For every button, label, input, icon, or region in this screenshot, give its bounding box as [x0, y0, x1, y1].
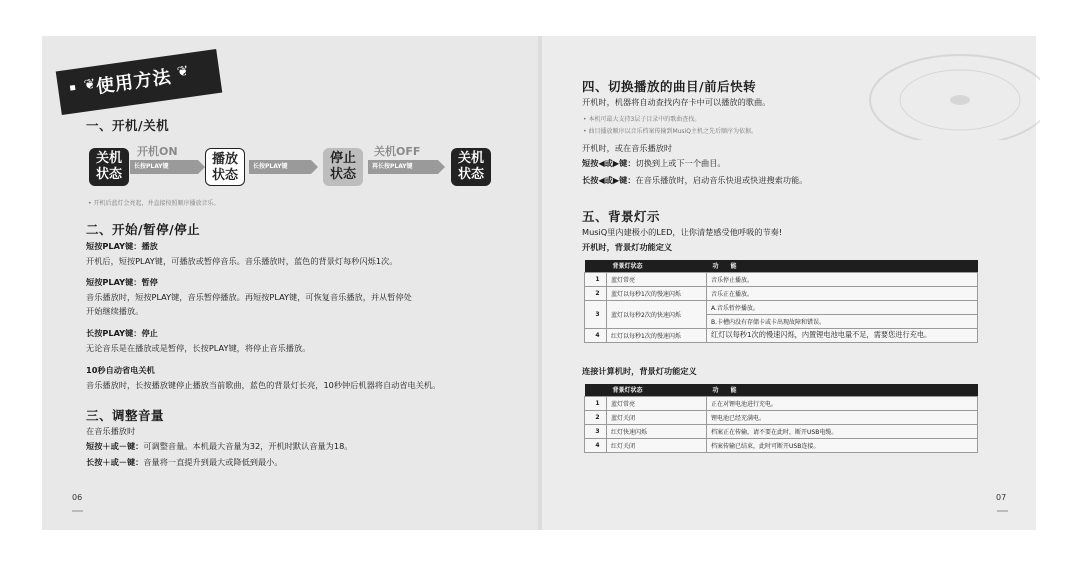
page-number-left: 06: [72, 493, 83, 502]
volume-text-1: 在音乐播放时: [86, 426, 136, 436]
page-rule-right: [997, 510, 1008, 512]
table-row: B.卡槽内没有存储卡或卡出现故障和错误。: [585, 314, 978, 328]
section-1-note: • 开机后蓝灯会亮起，并直接按照顺序播放音乐。: [88, 200, 220, 207]
state-off-end: 关机 状态: [451, 148, 491, 186]
pause-head: 短按PLAY键：暂停: [86, 277, 158, 287]
led-table-computer: 背景灯状态 功 能 1 蓝灯常亮 正在对锂电池进行充电。 2 蓝灯关闭 锂电池已经充满电。 3 红灯快速闪烁 档案正在传输，请不要在此时，断开USB电缆。 4 红灯关闭 档案传输已结束，此时可断开USB连接。: [584, 384, 978, 453]
arrow-long-press-3: 再长按PLAY键: [368, 160, 438, 174]
table-row: 4 红灯关闭 档案传输已结束，此时可断开USB连接。: [585, 438, 978, 452]
state-off: 关机 状态: [89, 148, 129, 186]
track-text-2: 开机时，或在音乐播放时: [582, 143, 673, 153]
track-note-2: • 曲目播放顺序以音乐档案传输到MusiQ主机之先后顺序为依据。: [583, 128, 757, 135]
laurel-left-icon: ❦: [82, 76, 97, 94]
play-head: 短按PLAY键：播放: [86, 241, 158, 251]
record-watermark-icon: [840, 40, 1040, 140]
table-row: 4 红灯以每秒1次的慢速闪烁 红灯以每秒1次的慢速闪烁，内置锂电池电量不足，需要您进行充电。: [585, 328, 978, 342]
banner-title: 使用方法: [94, 66, 174, 98]
page-number-right: 07: [996, 493, 1007, 502]
bullet-icon: [70, 85, 76, 91]
table-1-title: 开机时，背景灯功能定义: [582, 242, 673, 252]
arrow-long-press-1: 长按PLAY键: [130, 160, 198, 174]
section-3-title: 三、调整音量: [86, 408, 165, 423]
auto-off-head: 10秒自动省电关机: [86, 365, 155, 375]
play-text: 开机后，短按PLAY键，可播放或暂停音乐。音乐播放时，蓝色的背景灯每秒闪烁1次。: [86, 256, 398, 266]
led-intro: MusiQ里内建极小的LED，让你清楚感受他呼吸的节奏!: [582, 227, 783, 237]
arrow-long-press-2: 长按PLAY键: [249, 160, 311, 174]
stop-head: 长按PLAY键：停止: [86, 328, 158, 338]
pause-text-1: 音乐播放时，短按PLAY键，音乐暂停播放。再短按PLAY键，可恢复音乐播放，并从暂停处: [86, 292, 412, 302]
table-row: 2 蓝灯以每秒1次的慢速闪烁 音乐正在播放。: [585, 286, 978, 300]
track-text-4: 长按◀或▶键：在音乐播放时，启动音乐快退或快进搜索功能。: [582, 175, 808, 185]
track-text-1: 开机时，机器将自动查找内存卡中可以播放的歌曲。: [582, 97, 771, 107]
table-row: 3 蓝灯以每秒2次的快速闪烁 A.音乐暂停播放。: [585, 300, 978, 314]
led-table-power-on: 背景灯状态 功 能 1 蓝灯常亮 音乐停止播放。 2 蓝灯以每秒1次的慢速闪烁 音乐正在播放。 3 蓝灯以每秒2次的快速闪烁 A.音乐暂停播放。 B.卡槽内没有存储卡或卡出现故障和错误。 4 红灯以每秒1次的慢速闪烁 红灯以每秒1次的慢速闪烁，内置锂电池电量不足，需要您进行充电。: [584, 260, 978, 343]
table-row: 2 蓝灯关闭 锂电池已经充满电。: [585, 410, 978, 424]
state-stop: 停止 状态: [323, 148, 363, 186]
table-row: 3 红灯快速闪烁 档案正在传输，请不要在此时，断开USB电缆。: [585, 424, 978, 438]
page-rule-left: [72, 510, 83, 512]
auto-off-text: 音乐播放时，长按播放键停止播放当前歌曲，蓝色的背景灯长亮，10秒钟后机器将自动省电关机。: [86, 380, 441, 390]
volume-text-3: 长按＋或－键：音量将一直提升到最大或降低到最小。: [86, 457, 283, 467]
section-1-title: 一、开机/关机: [86, 118, 170, 133]
track-text-3: 短按◀或▶键：切换到上或下一个曲目。: [582, 158, 726, 168]
page-fold: [538, 36, 542, 530]
table-2-title: 连接计算机时，背景灯功能定义: [582, 366, 697, 376]
section-5-title: 五、背景灯示: [582, 209, 661, 224]
track-note-1: • 本机可最大支持3层子目录中的歌曲查找。: [583, 116, 701, 123]
volume-text-2: 短按＋或－键：可调整音量。本机最大音量为32，开机时默认音量为18。: [86, 441, 353, 451]
stop-text: 无论音乐是在播放或是暂停，长按PLAY键，将停止音乐播放。: [86, 343, 311, 353]
label-power-on: 开机ON: [137, 145, 178, 158]
pause-text-2: 开始继续播放。: [86, 306, 144, 316]
table-row: 1 蓝灯常亮 音乐停止播放。: [585, 272, 978, 286]
section-2-title: 二、开始/暂停/停止: [86, 222, 201, 237]
state-play: 播放 状态: [205, 148, 245, 186]
laurel-right-icon: ❦: [175, 63, 190, 81]
table-row: 1 蓝灯常亮 正在对锂电池进行充电。: [585, 396, 978, 410]
section-4-title: 四、切换播放的曲目/前后快转: [582, 79, 757, 94]
label-power-off: 关机OFF: [374, 145, 421, 158]
